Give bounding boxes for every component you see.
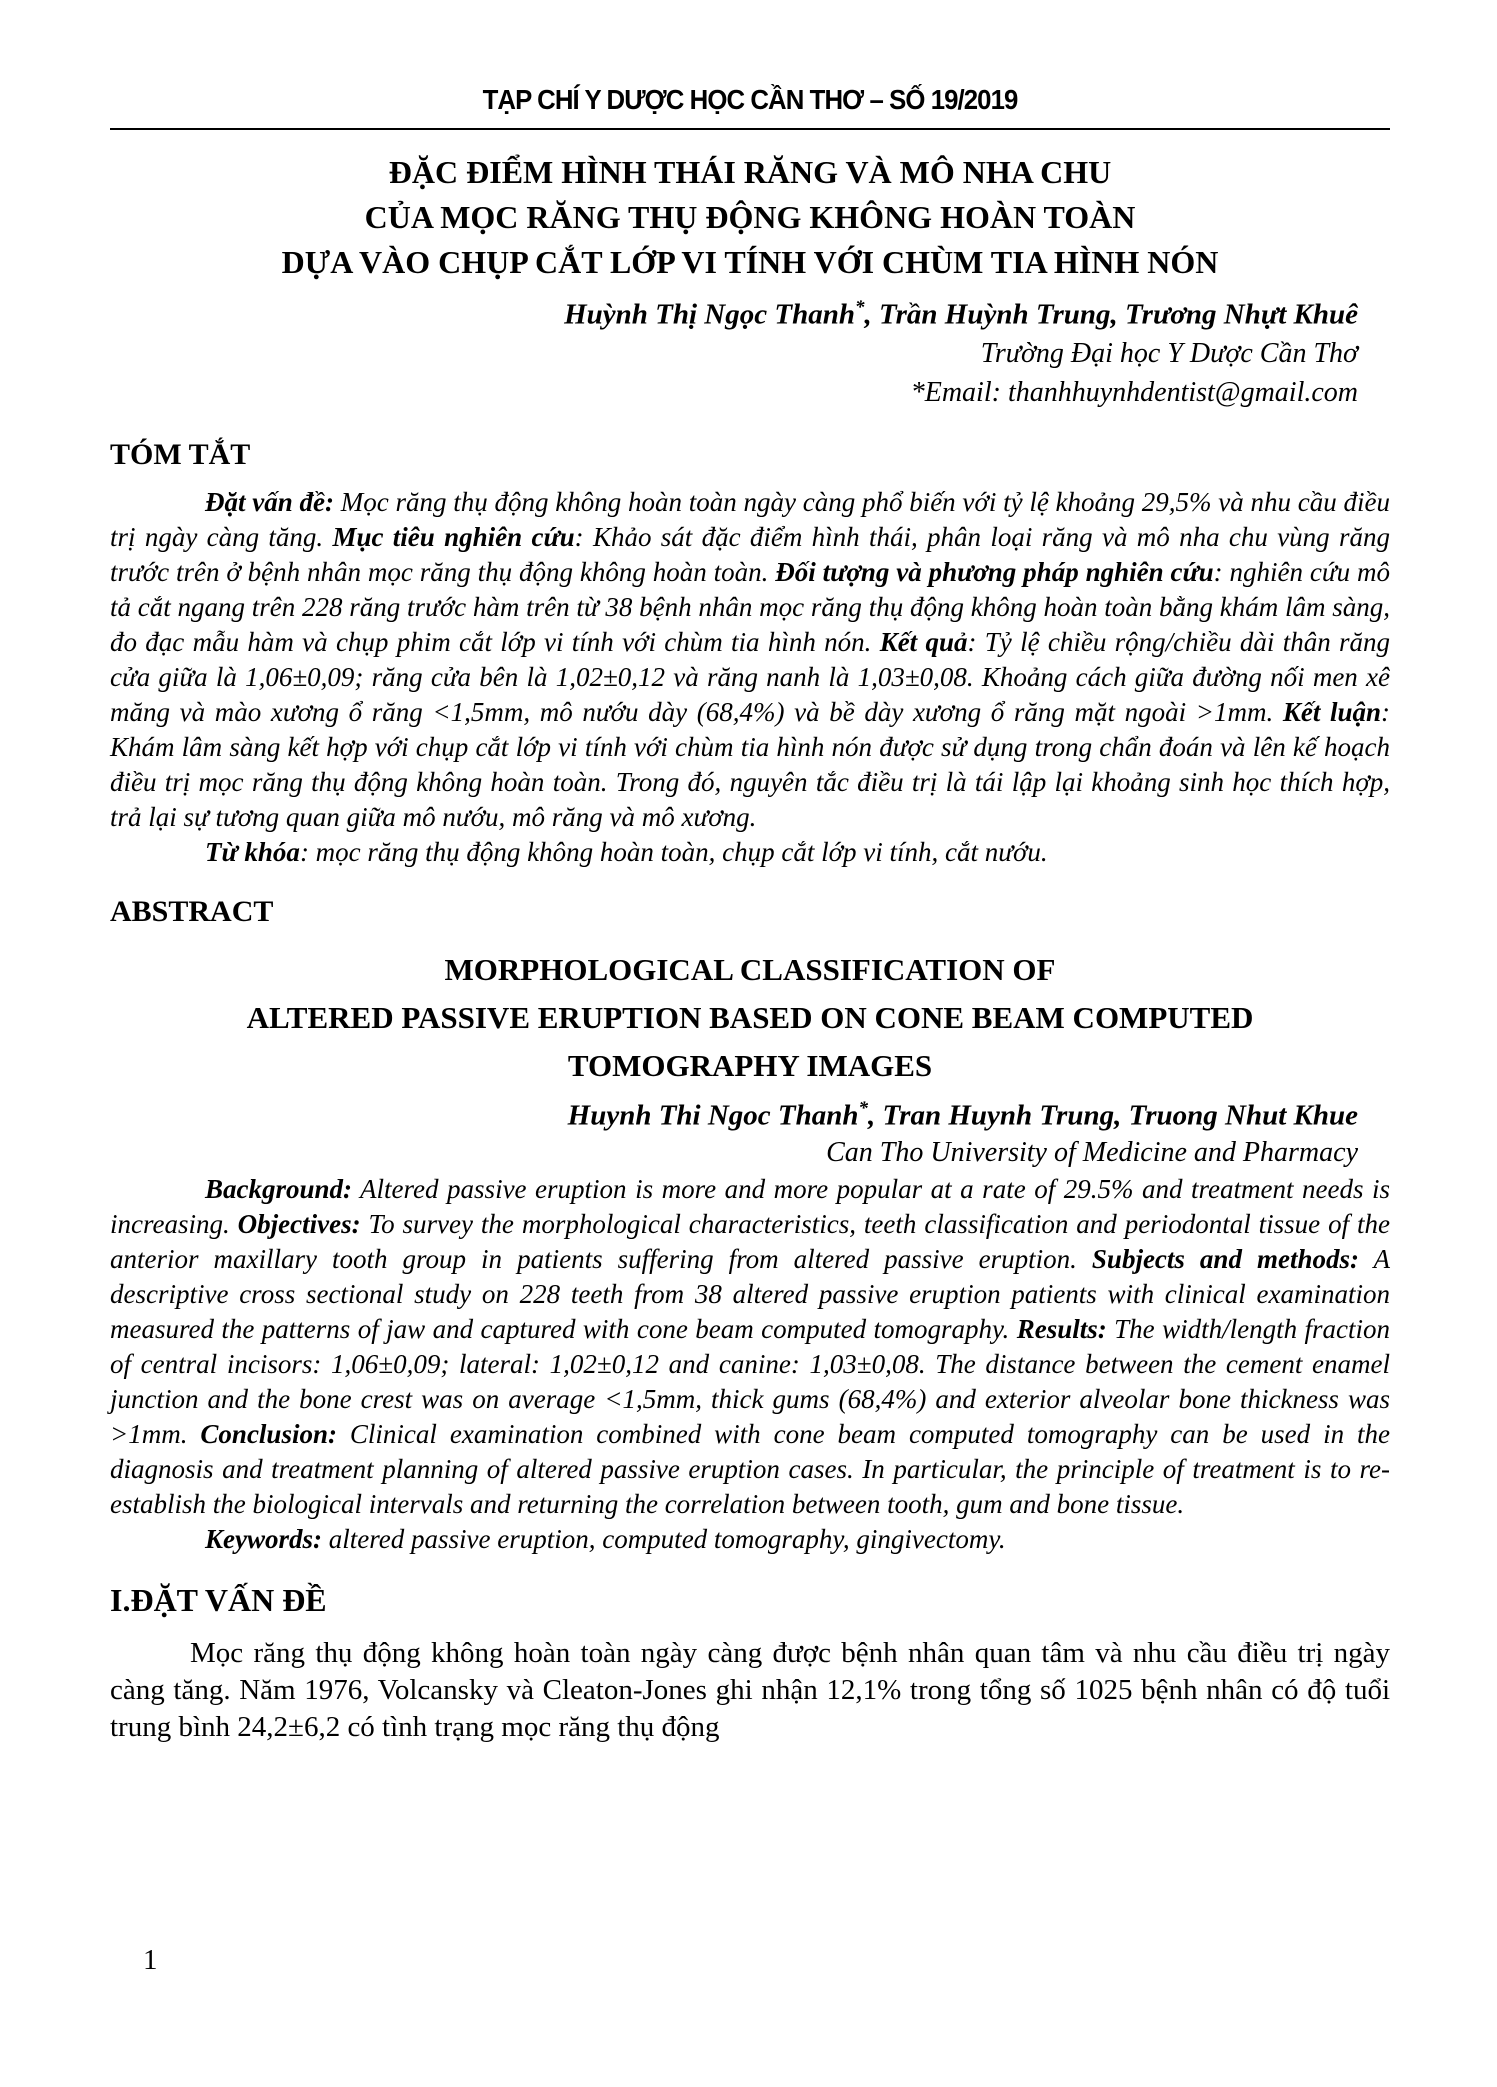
introduction-heading: I.ĐẶT VẤN ĐỀ	[110, 1582, 327, 1619]
vn-text-methods: : nghiên cứu mô tả cắt ngang trên 228 răng trước hàm trên từ 38 bệnh nhân mọc răng thụ động không hoàn toàn bằng khám lâm sàng, đo đạc mẫu hàm và chụp phim cắt lớp vi tính với chùm tia hình nón.	[110, 556, 1390, 657]
en-text-methods: A descriptive cross sectional study on 228 teeth from 38 altered passive eruption patients with clinical examination measured the patterns of jaw and captured with cone beam computed tomography.	[110, 1244, 1391, 1345]
en-authors-rest: , Tran Huynh Trung, Truong Nhut Khue	[868, 1099, 1358, 1132]
vn-label-results: Kết quả	[879, 626, 968, 657]
vn-abstract-paragraph	[110, 485, 1390, 835]
en-title-line-2: ALTERED PASSIVE ERUPTION BASED ON CONE BEAM COMPUTED	[246, 999, 1254, 1035]
en-text-results: The width/length fraction of central incisors: 1,06±0,09; lateral: 1,02±0,12 and canine: 1,03±0,08. The distance between the cement enamel junction and the bone crest was on average <1,5mm, thick gums (68,4%) and exterior alveolar bone thickness was >1mm.	[110, 1314, 1390, 1450]
vn-author-first: Huỳnh Thị Ngọc Thanh	[564, 298, 855, 331]
article-title-vietnamese	[110, 150, 1390, 285]
en-keywords-line	[110, 1522, 1390, 1557]
article-title-english	[110, 946, 1390, 1090]
vn-text-results: : Tỷ lệ chiều rộng/chiều dài thân răng cửa giữa là 1,06±0,09; răng cửa bên là 1,02±0,12 và răng nanh là 1,03±0,08. Khoảng cách giữa đường nối men xê măng và mào xương ổ răng <1,5mm, mô nướu dày (68,4%) và bề dày xương ổ răng mặt ngoài >1mm.	[110, 626, 1390, 727]
vn-affiliation: Trường Đại học Y Dược Cần Thơ	[980, 337, 1358, 369]
vn-authors	[110, 288, 1358, 335]
header-rule	[110, 128, 1390, 130]
vn-title-line-1: ĐẶC ĐIỂM HÌNH THÁI RĂNG VÀ MÔ NHA CHU	[388, 154, 1112, 190]
en-label-methods: Subjects and methods:	[1091, 1244, 1359, 1275]
vn-title-line-3: DỰA VÀO CHỤP CẮT LỚP VI TÍNH VỚI CHÙM TIA HÌNH NÓN	[281, 244, 1219, 280]
journal-header: TẠP CHÍ Y DƯỢC HỌC CẦN THƠ – SỐ 19/2019	[482, 84, 1018, 115]
corresponding-author-mark: *	[854, 297, 865, 318]
en-label-background: Background:	[205, 1174, 353, 1205]
vn-byline-block	[110, 288, 1390, 413]
corresponding-email: *Email: thanhhuynhdentist@gmail.com	[910, 376, 1358, 408]
en-affiliation: Can Tho University of Medicine and Pharmacy	[826, 1137, 1358, 1169]
en-abstract-heading: ABSTRACT	[110, 894, 274, 928]
vn-label-objectives: Mục tiêu nghiên cứu	[332, 521, 575, 552]
vn-keywords-text: : mọc răng thụ động không hoàn toàn, chụp cắt lớp vi tính, cắt nướu.	[299, 836, 1048, 867]
en-keywords-text: altered passive eruption, computed tomography, gingivectomy.	[322, 1524, 1006, 1555]
page-number: 1	[143, 1944, 158, 1976]
en-keywords-label: Keywords:	[205, 1524, 322, 1555]
vn-text-objectives: : Khảo sát đặc điểm hình thái, phân loại răng và mô nha chu vùng răng trước trên ở bệnh nhân mọc răng thụ động không hoàn toàn.	[110, 521, 1390, 587]
en-byline-block	[110, 1090, 1390, 1173]
en-title-line-1: MORPHOLOGICAL CLASSIFICATION OF	[444, 951, 1056, 987]
en-abstract-paragraph	[110, 1172, 1390, 1522]
vn-keywords-line	[110, 835, 1390, 870]
introduction-paragraph: Mọc răng thụ động không hoàn toàn ngày càng được bệnh nhân quan tâm và nhu cầu điều trị ngày càng tăng. Năm 1976, Volcansky và Cleaton-Jones ghi nhận 12,1% trong tổng số 1025 bệnh nhân có độ tuổi trung bình 24,2±6,2 có tình trạng mọc răng thụ động	[110, 1637, 1390, 1744]
en-label-objectives: Objectives:	[237, 1209, 361, 1240]
vn-authors-rest: , Trần Huỳnh Trung, Trương Nhựt Khuê	[864, 298, 1358, 331]
vn-label-conclusion: Kết luận	[1282, 696, 1382, 727]
en-text-background: Altered passive eruption is more and more popular at a rate of 29.5% and treatment needs is increasing.	[110, 1174, 1390, 1240]
vn-title-line-2: CỦA MỌC RĂNG THỤ ĐỘNG KHÔNG HOÀN TOÀN	[364, 199, 1136, 235]
en-title-line-3: TOMOGRAPHY IMAGES	[567, 1047, 933, 1083]
vn-label-methods: Đối tượng và phương pháp nghiên cứu	[775, 556, 1214, 587]
vn-keywords-label: Từ khóa	[205, 836, 300, 867]
en-text-conclusion: Clinical examination combined with cone beam computed tomography can be used in the diagnosis and treatment planning of altered passive eruption cases. In particular, the principle of treatment is to re-establish the biological intervals and returning the correlation between tooth, gum and bone tissue.	[110, 1419, 1391, 1520]
en-author-first: Huynh Thi Ngoc Thanh	[567, 1099, 859, 1132]
vn-label-background: Đặt vấn đề:	[205, 486, 334, 517]
en-corresponding-author-mark: *	[858, 1097, 869, 1119]
vn-text-conclusion: : Khám lâm sàng kết hợp với chụp cắt lớp vi tính với chùm tia hình nón được sử dụng trong chẩn đoán và lên kế hoạch điều trị mọc răng thụ động không hoàn toàn. Trong đó, nguyên tắc điều trị là tái lập lại khoảng sinh học thích hợp, trả lại sự tương quan giữa mô nướu, mô răng và mô xương.	[110, 696, 1391, 832]
en-label-results: Results:	[1016, 1314, 1107, 1345]
en-label-conclusion: Conclusion:	[200, 1419, 337, 1450]
vn-text-background: Mọc răng thụ động không hoàn toàn ngày càng phổ biến với tỷ lệ khoảng 29,5% và nhu cầu điều trị ngày càng tăng.	[110, 486, 1390, 552]
en-authors	[110, 1090, 1358, 1135]
en-text-objectives: To survey the morphological characteristics, teeth classification and periodontal tissue of the anterior maxillary tooth group in patients suffering from altered passive eruption.	[110, 1209, 1390, 1275]
vn-abstract-heading: TÓM TẮT	[110, 437, 251, 471]
